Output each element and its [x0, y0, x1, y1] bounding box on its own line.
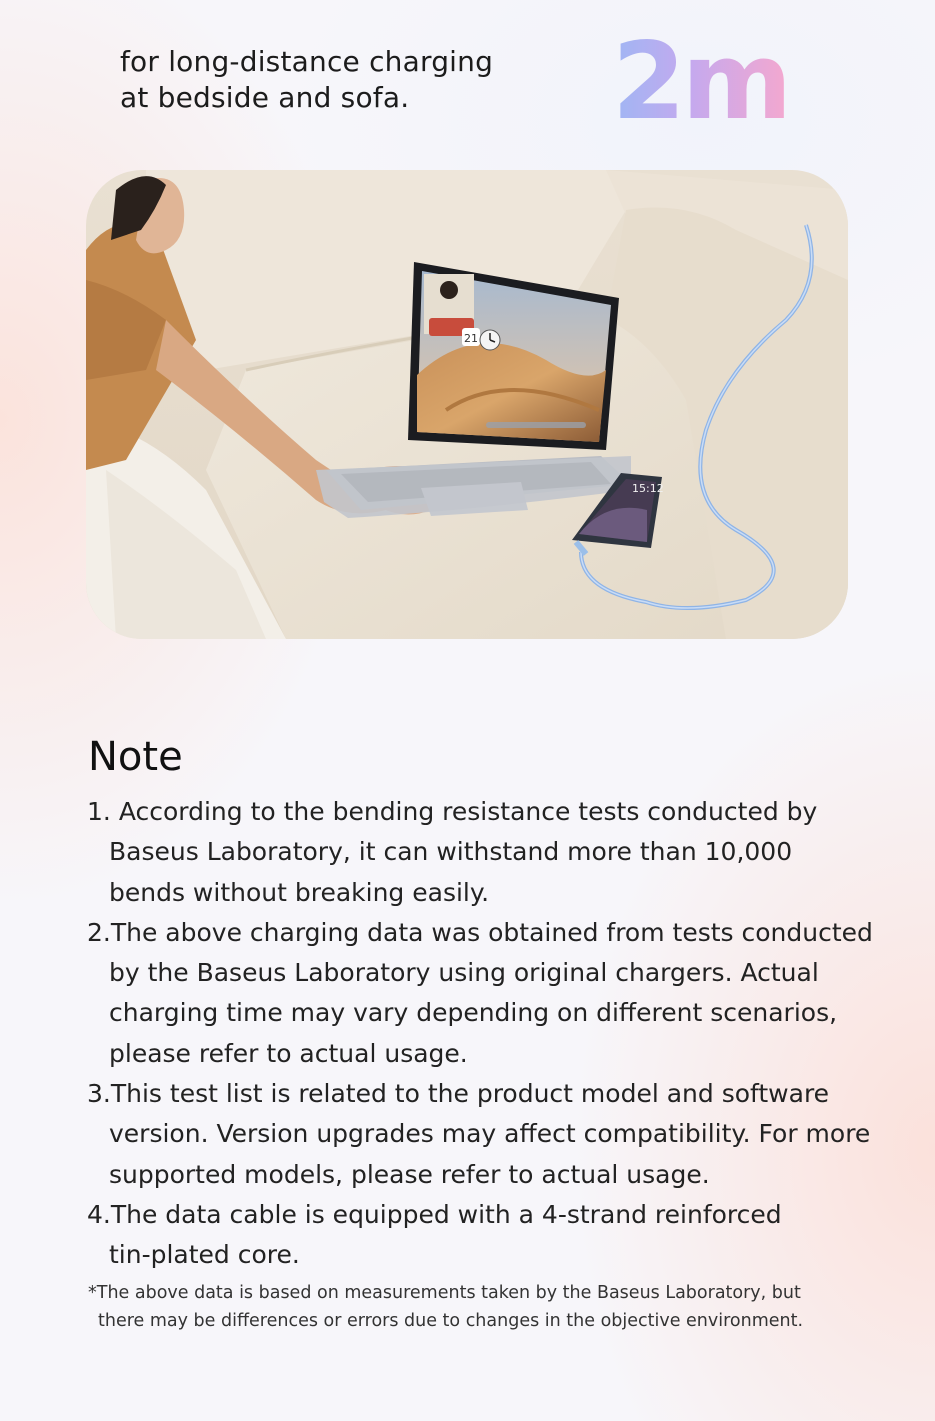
note-item-4 [87, 1195, 867, 1276]
laptop-widget-date: 21 [464, 332, 478, 345]
cable-length-badge: 2m [612, 20, 789, 143]
note-title: Note [88, 734, 183, 780]
footnote [88, 1279, 848, 1335]
note-3-number: 3. [87, 1079, 111, 1109]
note-1-line-1 [87, 792, 817, 832]
note-2-number: 2. [87, 917, 111, 947]
note-2-text-1: The above charging data was obtained from tests conducted [110, 917, 873, 947]
note-3-text-1: This test list is related to the product model and software [110, 1079, 830, 1109]
note-4-line-2: tin-plated core. [109, 1240, 300, 1270]
note-1-text-1: According to the bending resistance tests conducted by [118, 797, 818, 826]
tagline-line-1: for long-distance charging [120, 45, 494, 78]
note-4-number: 4. [87, 1199, 111, 1229]
footnote-line-2: there may be differences or errors due to changes in the objective environment. [98, 1311, 804, 1331]
note-1-line-2: Baseus Laboratory, it can withstand more than 10,000 [109, 837, 793, 867]
note-2-line-3: charging time may vary depending on different scenarios, [109, 998, 838, 1028]
note-4-line-1 [87, 1195, 782, 1235]
note-list [87, 792, 873, 1276]
lifestyle-photo [86, 170, 848, 639]
tagline-line-2: at bedside and sofa. [120, 81, 410, 114]
footnote-line-1: *The above data is based on measurements taken by the Baseus Laboratory, but [88, 1283, 801, 1303]
note-item-1 [87, 792, 867, 913]
note-1-line-3: bends without breaking easily. [109, 877, 490, 907]
note-3-line-1 [87, 1074, 870, 1114]
note-item-3 [87, 1074, 871, 1195]
note-4-text-1: The data cable is equipped with a 4-strand reinforced [110, 1199, 782, 1229]
note-3-line-3: supported models, please refer to actual usage. [109, 1159, 710, 1189]
note-2-line-4: please refer to actual usage. [109, 1038, 468, 1068]
note-1-number: 1. [87, 797, 111, 826]
note-item-2 [87, 913, 873, 1074]
tagline [120, 44, 560, 116]
note-2-line-1 [87, 913, 873, 953]
note-3-line-2: version. Version upgrades may affect compatibility. For more [109, 1119, 871, 1149]
note-2-line-2: by the Baseus Laboratory using original chargers. Actual [109, 958, 819, 988]
phone-time: 15:12 [632, 482, 664, 495]
